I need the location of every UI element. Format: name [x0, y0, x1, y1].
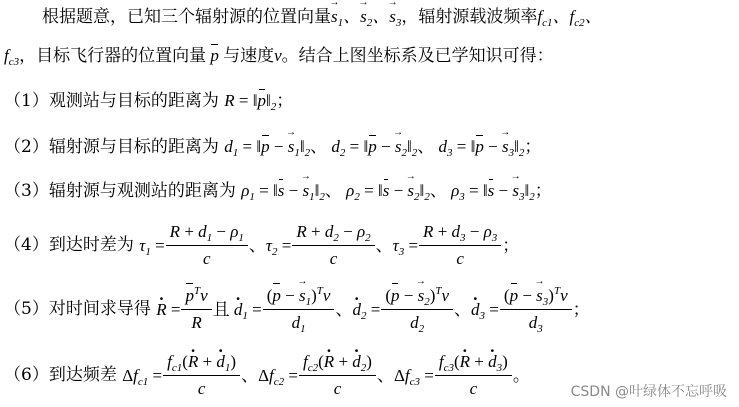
intro-text: 。结合上图坐标系及已学知识可得：	[281, 46, 554, 66]
item-text: 到达频差	[48, 365, 117, 386]
item-text: 辐射源与观测站的距离为	[48, 181, 236, 201]
intro-text: ，辐射源载波频率	[401, 7, 538, 27]
intro-text: 与速度	[223, 46, 275, 66]
math-fc: $f_{c1}$、$f_{c2}$、	[537, 7, 602, 29]
formula-derivative: · R = $\frac{p^Tv}{R}$ 且 · $d_1$ = $\frac{(p - \to s_1)^Tv}{d_1}$ 、· $d_2$ = $\frac{(p - \to s_2)^Tv}{d_2}$ 、· $d_3$ = $\frac{(p - \to s_3)^Tv}{d_3}$ ；	[156, 299, 589, 318]
connector-and: 且	[212, 299, 230, 319]
formula-d: $d_1$ = ‖p − → $s_1‖_2$、 $d_2$ = ‖p − → $s_2‖_2$、 $d_3$ = ‖p − → $s_3‖_2$；	[224, 137, 541, 156]
item-label: （3）	[4, 181, 49, 201]
item-label: （6）	[4, 365, 49, 386]
item-3	[4, 181, 552, 203]
item-4	[4, 222, 519, 270]
item-text: 到达时差为	[48, 235, 134, 256]
math-fc3: $f_{c3}$	[4, 46, 20, 68]
intro-text: 根据题意，已知三个辐射源的位置向量	[42, 7, 331, 27]
intro-line-2	[4, 46, 554, 68]
formula-freq-diff: $\Delta f_{c1}$ = $\frac{f_{c1}(\cdot R + \cdot d_1)}{c}$ 、$\Delta f_{c2}$ = $\frac{f_{c2}(\cdot R + \cdot d_2)}{c}$ 、$\Delta f_{c3}$ = $\frac{f_{c3}(\cdot R + \cdot d_3)}{c}$ 。	[122, 365, 530, 384]
item-5	[4, 286, 590, 334]
intro-text: ，目标飞行器的位置向量	[19, 46, 207, 66]
item-1	[4, 91, 294, 113]
item-label: （5）	[4, 299, 49, 320]
item-2	[4, 137, 542, 159]
math-p: p	[210, 46, 219, 65]
item-label: （1）	[4, 91, 49, 111]
formula-rho: $\rho_1$ = ‖s − → $s_1‖_2$、 $\rho_2$ = ‖s − → $s_2‖_2$、 $\rho_3$ = ‖s − → $s_3‖_2$；	[241, 181, 552, 200]
intro-line-1	[42, 7, 602, 29]
item-label: （2）	[4, 137, 49, 157]
formula-tau: $\tau_1$ = $\frac{R + d_1 - \rho_1}{c}$ 、$\tau_2$ = $\frac{R + d_2 - \rho_2}{c}$ 、$\tau_3$ = $\frac{R + d_3 - \rho_3}{c}$ ；	[139, 222, 520, 269]
watermark: CSDN @叶绿体不忘呼吸	[570, 384, 727, 400]
item-6	[4, 352, 530, 400]
item-text: 辐射源与目标的距离为	[48, 137, 219, 157]
item-label: （4）	[4, 235, 49, 256]
item-text: 观测站与目标的距离为	[48, 91, 219, 111]
formula-distance: $R = ‖p‖_2$；	[224, 91, 294, 113]
item-text: 对时间求导得	[48, 299, 151, 320]
math-s-vectors: → $s_1$、→ $s_2$、→ $s_3$	[331, 7, 401, 26]
math-v: v	[274, 46, 282, 65]
